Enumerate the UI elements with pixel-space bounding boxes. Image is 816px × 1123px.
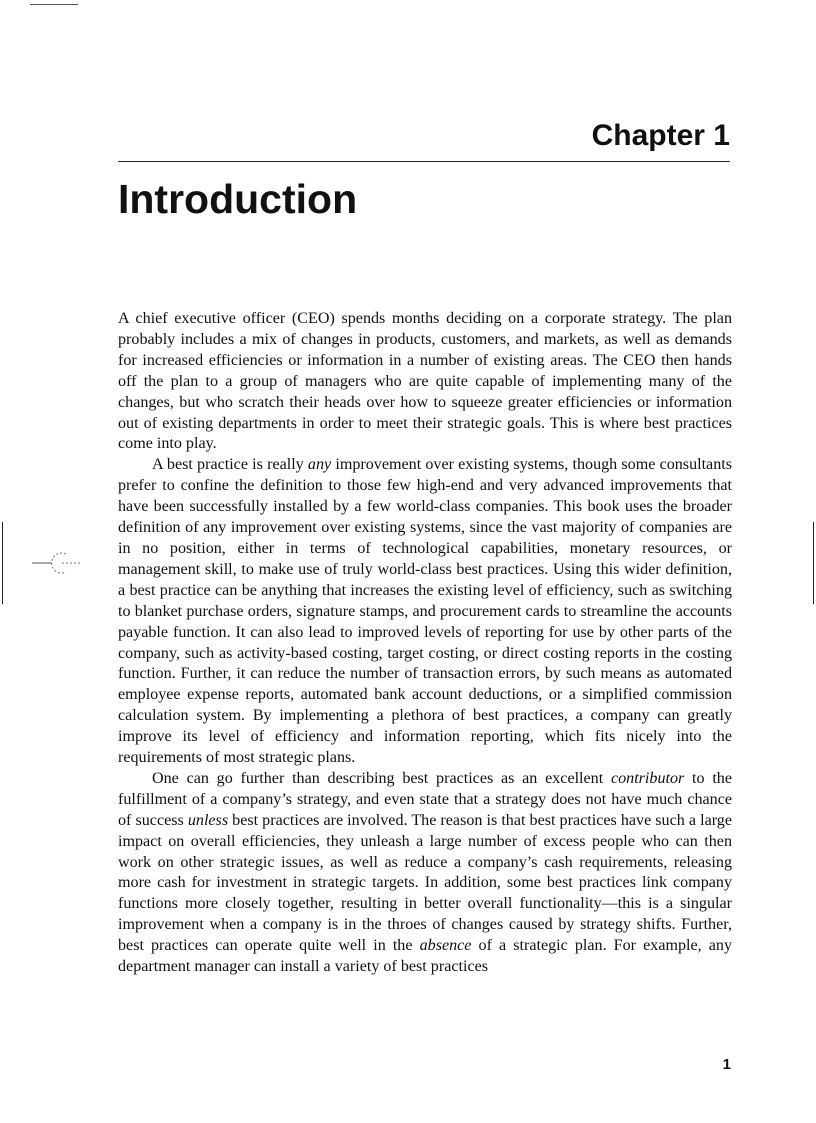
paragraph-2-text-b: improvement over existing systems, though some consultants prefer to confine the definition to those few high-end and very advanced improvements that have been successfully installed by a few world-class companies. This book uses the broader definition of any improvement over existing systems, since the vast majority of companies are in no position, either in terms of technological capabilities, monetary resources, or management skill, to make use of truly world-class best practices. Using this wider definition, a best practice can be anything that increases the existing level of efficiency, such as switching to blanket purchase orders, signature stamps, and procurement cards to streamline the accounts payable function. It can also lead to improved levels of reporting for use by other parts of the company, such as activity-based costing, target costing, or direct costing reports in the costing function. Further, it can reduce the number of transaction errors, by such means as automated employee expense reports, automated bank account deductions, or a simplified commission calculation system. By implementing a plethora of best practices, a company can greatly improve its level of efficiency and information reporting, which fits nicely into the requirements of most strategic plans. (118, 456, 732, 767)
paragraph-3 (118, 769, 732, 978)
paragraph-3-emphasis-1: contributor (610, 769, 685, 787)
crop-rule-top (30, 4, 78, 5)
paragraph-3-emphasis-2: unless (187, 811, 229, 829)
chapter-label: Chapter 1 (591, 119, 730, 152)
chapter-divider (118, 161, 730, 162)
paragraph-3-text-b: to the fulfillment of a company’s strategy, and even state that a strategy does not have much chance of success (118, 769, 732, 829)
crop-registration-mark-icon (32, 548, 88, 578)
paragraph-3-text-c: best practices are involved. The reason is that best practices have such a large impact on overall efficiencies, they unleash a large number of excess people who can then work on other strategic issues, as well as reduce a company’s cash requirements, releasing more cash for investment in strategic targets. In addition, some best practices link company functions more closely together, resulting in better overall functionality—this is a singular improvement when a company is in the throes of changes caused by strategy shifts. Further, best practices can operate quite well in the (118, 811, 732, 955)
chapter-title: Introduction (118, 176, 358, 222)
body-text (118, 309, 732, 978)
crop-mark-right (813, 522, 814, 604)
paragraph-3-emphasis-3: absence (419, 937, 472, 955)
paragraph-3-text-a: One can go further than describing best practices as an excellent (152, 769, 611, 787)
paragraph-1: A chief executive officer (CEO) spends months deciding on a corporate strategy. The plan probably includes a mix of changes in products, customers, and markets, as well as demands for increased efficiencies or information in a number of existing areas. The CEO then hands off the plan to a group of managers who are quite capable of implementing many of the changes, but who scratch their heads over how to squeeze greater efficiencies or information out of existing departments in order to meet their strategic goals. This is where best practices come into play. (118, 310, 732, 453)
paragraph-2-text-a: A best practice is really (152, 456, 308, 474)
paragraph-2 (118, 455, 732, 769)
paragraph-2-emphasis: any (307, 456, 332, 474)
crop-mark-left (2, 522, 3, 604)
page-number: 1 (722, 1056, 731, 1073)
paragraph-3-text-d: of a strategic plan. For example, any department manager can install a variety of best practices (118, 937, 732, 976)
